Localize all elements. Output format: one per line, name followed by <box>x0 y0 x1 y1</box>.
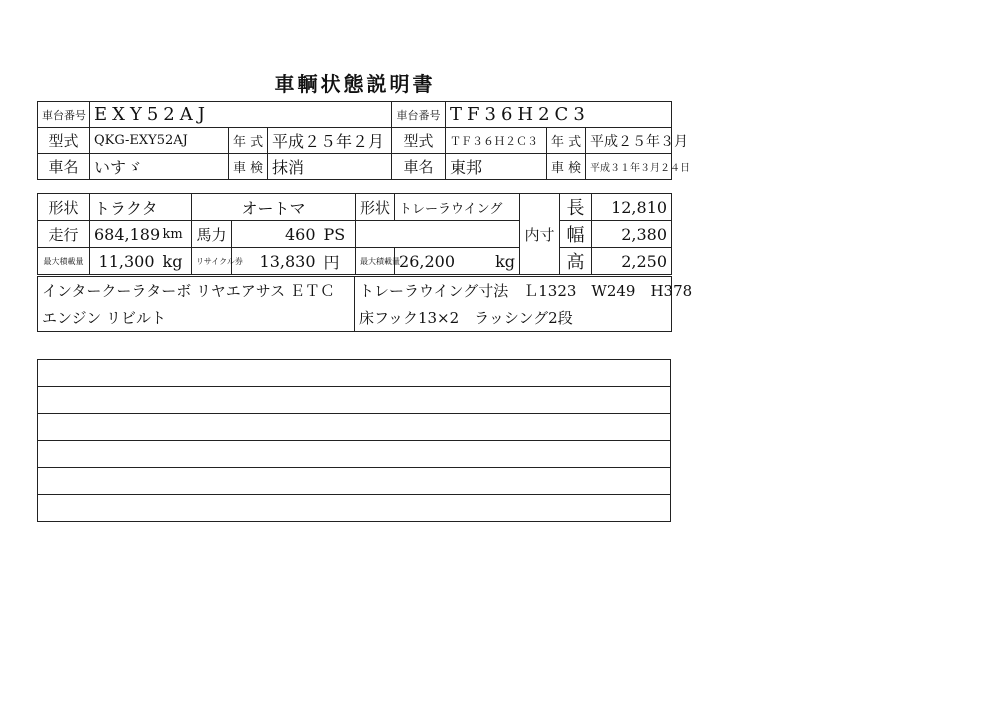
note-line <box>38 468 671 495</box>
shape-value: トラクタ <box>90 194 192 221</box>
maxload-value: 11,300 <box>90 248 159 275</box>
length-label: 長 <box>560 194 592 221</box>
note-line <box>38 441 671 468</box>
power-label: 馬力 <box>192 221 232 248</box>
trailer-remark-line1: トレーラウイング寸法 Ｌ1323 W249 H378 <box>355 277 672 305</box>
maxload-unit: kg <box>159 248 192 275</box>
tractor-remark-line1: インタークーラターボ リヤエアサス ＥＴＣ <box>38 277 355 305</box>
document-title: 車輌状態説明書 <box>274 72 436 96</box>
trailer-spec-blank <box>356 221 520 248</box>
note-line <box>38 414 671 441</box>
note-line <box>38 495 671 522</box>
trailer-year-value: 平成２５年３月 <box>586 128 672 154</box>
note-line <box>38 360 671 387</box>
tractor-inspection-label: 車 検 <box>229 154 268 180</box>
specs-table <box>37 193 672 275</box>
trailer-maker-value: 東邦 <box>446 154 547 180</box>
width-label: 幅 <box>560 221 592 248</box>
tractor-maker-label: 車名 <box>38 154 90 180</box>
tractor-year-value: 平成２５年２月 <box>268 128 392 154</box>
mileage-label: 走行 <box>38 221 90 248</box>
tractor-model-value: QKG-EXY52AJ <box>90 128 229 154</box>
trailer-chassis-value: TF36H2C3 <box>446 102 672 128</box>
trailer-shape-label: 形状 <box>356 194 395 221</box>
tractor-chassis-label: 車台番号 <box>38 102 90 128</box>
recycle-unit: 円 <box>320 248 356 275</box>
power-value: 460 <box>232 221 320 248</box>
tractor-chassis-value: EXY52AJ <box>90 102 392 128</box>
width-value: 2,380 <box>592 221 672 248</box>
inner-size-label: 内寸 <box>520 194 560 275</box>
shape-label: 形状 <box>38 194 90 221</box>
recycle-value: 13,830 <box>232 248 320 275</box>
trailer-model-label: 型式 <box>392 128 446 154</box>
trailer-maxload-label: 最大積載量 <box>356 248 395 275</box>
vehicle-id-table <box>37 101 690 180</box>
trailer-shape-value: トレーラウイング <box>395 194 520 221</box>
note-line <box>38 387 671 414</box>
height-value: 2,250 <box>592 248 672 275</box>
mileage-value: 684,189 <box>90 221 159 248</box>
maxload-label: 最大積載量 <box>38 248 90 275</box>
trailer-year-label: 年 式 <box>547 128 586 154</box>
transmission-value: オートマ <box>192 194 356 221</box>
length-value: 12,810 <box>592 194 672 221</box>
trailer-chassis-label: 車台番号 <box>392 102 446 128</box>
notes-table <box>37 359 671 522</box>
trailer-maker-label: 車名 <box>392 154 446 180</box>
tractor-year-label: 年 式 <box>229 128 268 154</box>
trailer-remark-line2: 床フック13×2 ラッシング2段 <box>355 304 672 332</box>
trailer-model-value: ＴＦ３６Ｈ２Ｃ３ <box>446 128 547 154</box>
height-label: 高 <box>560 248 592 275</box>
trailer-inspection-value: 平成３１年３月２４日 <box>586 154 672 180</box>
remarks-table <box>37 276 693 332</box>
tractor-model-label: 型式 <box>38 128 90 154</box>
trailer-inspection-label: 車 検 <box>547 154 586 180</box>
trailer-maxload-value: 26,200 <box>395 248 427 275</box>
power-unit: PS <box>320 221 356 248</box>
tractor-inspection-value: 抹消 <box>268 154 392 180</box>
recycle-label: リサイクル券 <box>192 248 232 275</box>
tractor-maker-value: いすゞ <box>90 154 229 180</box>
tractor-remark-line2: エンジン リビルト <box>38 304 355 332</box>
mileage-unit: km <box>159 221 192 248</box>
trailer-maxload-unit: kg <box>427 248 520 275</box>
